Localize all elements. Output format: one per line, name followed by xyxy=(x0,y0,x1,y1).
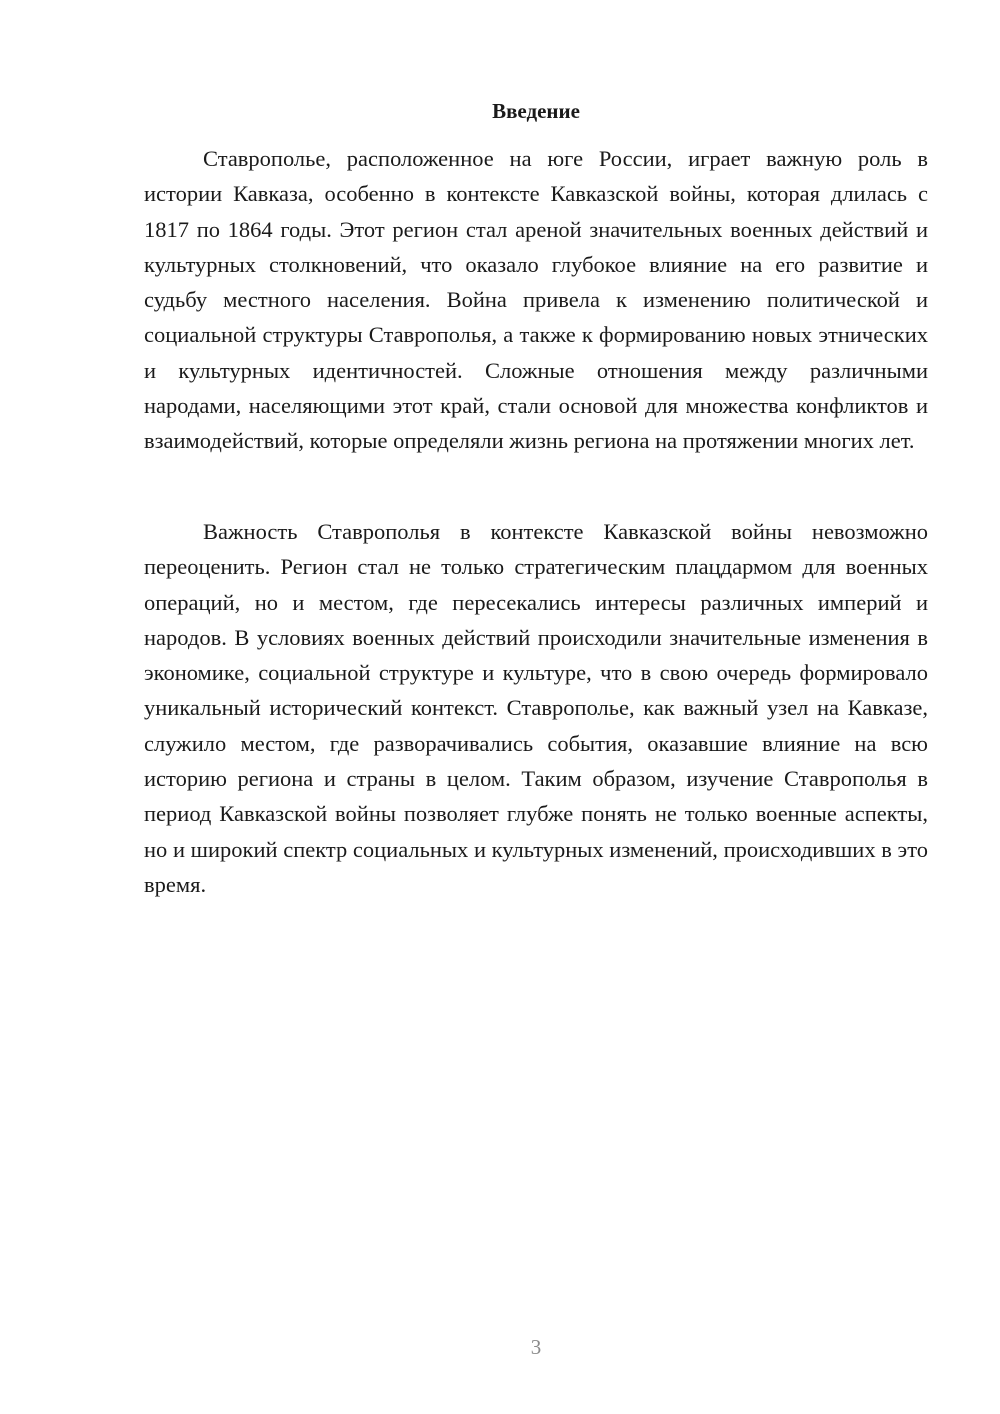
page-number: 3 xyxy=(530,1335,542,1359)
section-heading: Введение xyxy=(492,99,580,123)
paragraph-1: Ставрополье, расположенное на юге России, играет важную роль в истории Кавказа, особенно в контексте Кавказской войны, которая длилась с 1817 по 1864 годы. Этот регион стал ареной значительных военных действий и культурных столкновений, что оказало глубокое влияние на его развитие и судьбу местного населения. Война привела к изменению политической и социальной структуры Ставрополья, а также к формированию новых этнических и культурных идентичностей. Сложные отношения между различными народами, населяющими этот край, стали основой для множества конфликтов и взаимодействий, которые определяли жизнь региона на протяжении многих лет. xyxy=(144,146,928,454)
paragraph-2: Важность Ставрополья в контексте Кавказской войны невозможно переоценить. Регион стал не только стратегическим плацдармом для военных операций, но и местом, где пересекались интересы различных империй и народов. В условиях военных действий происходили значительные изменения в экономике, социальной структуре и культуре, что в свою очередь формировало уникальный исторический контекст. Ставрополье, как важный узел на Кавказе, служило местом, где разворачивались события, оказавшие влияние на всю историю региона и страны в целом. Таким образом, изучение Ставрополья в период Кавказской войны позволяет глубже понять не только военные аспекты, но и широкий спектр социальных и культурных изменений, происходивших в это время. xyxy=(144,519,928,897)
